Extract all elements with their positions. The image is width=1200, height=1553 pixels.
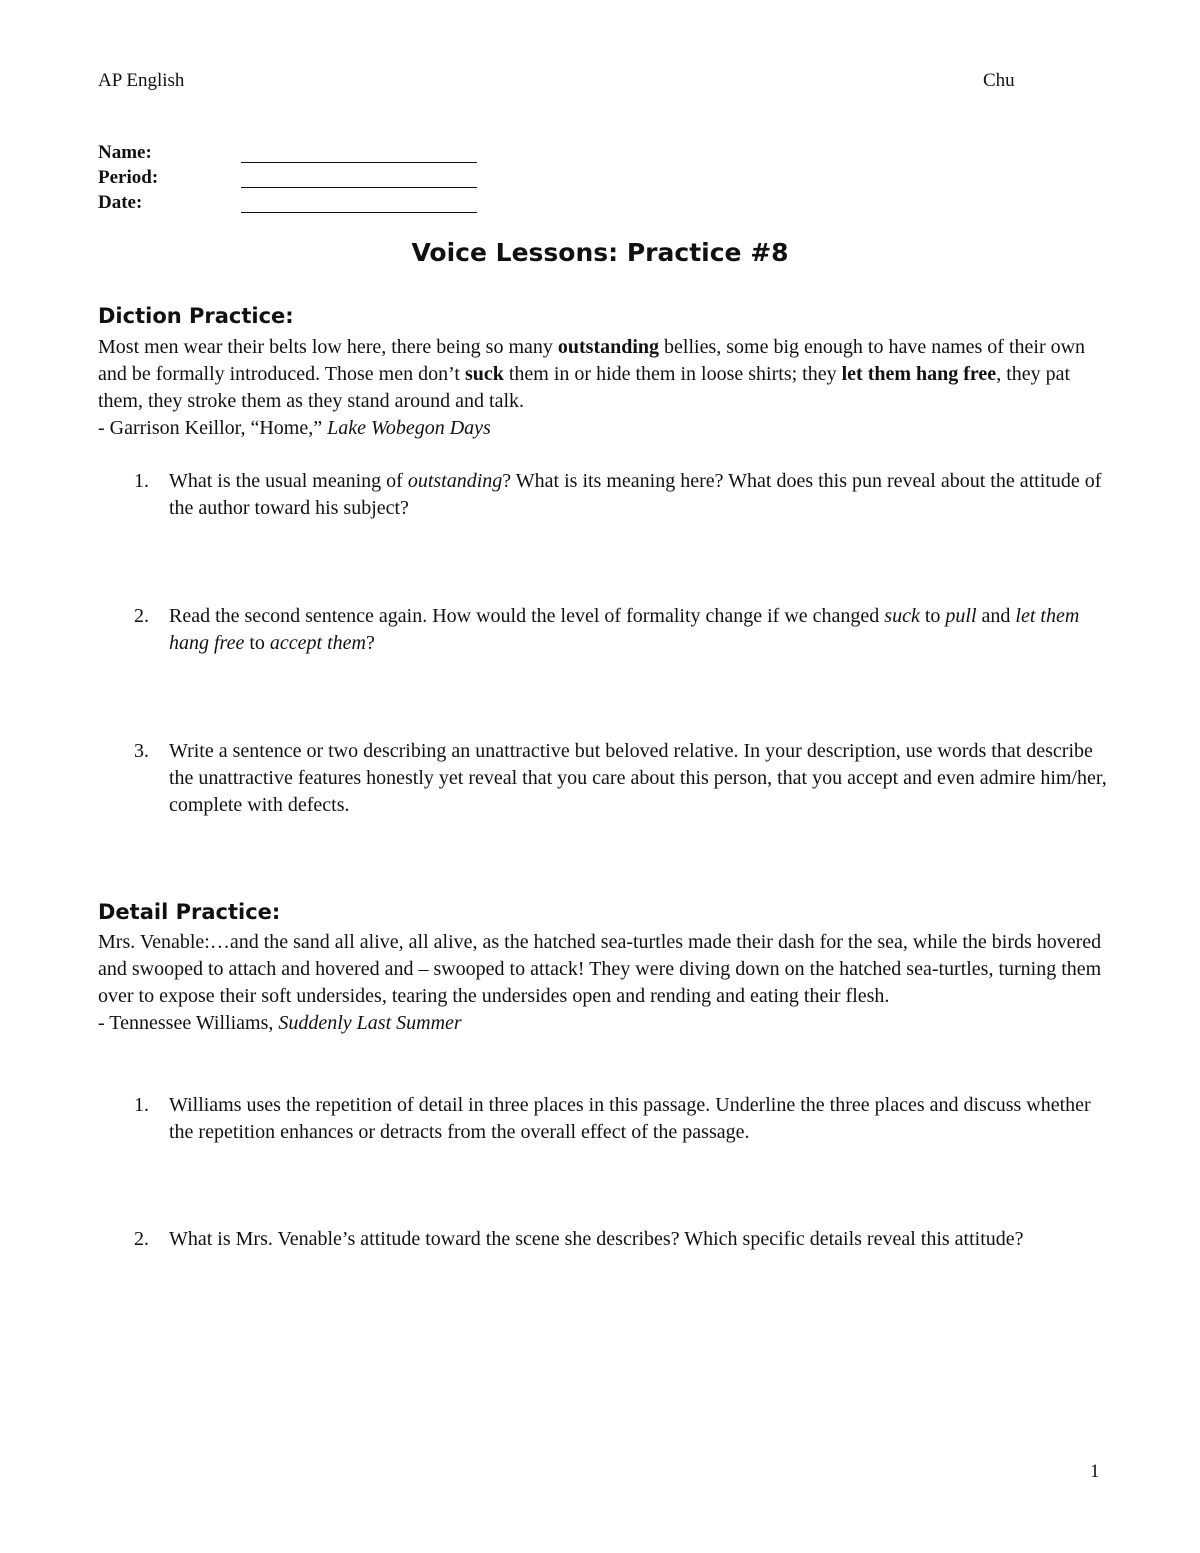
diction-attribution bbox=[98, 415, 1108, 442]
question-text: Williams uses the repetition of detail in three places in this passage. Underline the three places and discuss whether the repetition enhances or detracts from the overall effect of the passage. bbox=[169, 1094, 1091, 1143]
diction-passage bbox=[98, 334, 1108, 442]
question-italic: let them hang free bbox=[169, 605, 1080, 654]
page-title: Voice Lessons: Practice #8 bbox=[411, 238, 789, 267]
question-text: to bbox=[244, 632, 270, 654]
passage-text: Most men wear their belts low here, there being so many bbox=[98, 336, 558, 358]
detail-attribution bbox=[98, 1010, 1108, 1037]
course-header: AP English bbox=[98, 70, 185, 91]
diction-question-2 bbox=[98, 603, 1108, 657]
question-text: and bbox=[976, 605, 1016, 627]
question-number: 2. bbox=[134, 605, 149, 627]
diction-question-3 bbox=[98, 738, 1108, 819]
name-label: Name: bbox=[98, 142, 152, 163]
passage-text: , they pat them, they stroke them as they stand around and talk. bbox=[98, 363, 1071, 412]
question-text: Write a sentence or two describing an unattractive but beloved relative. In your description, use words that describe the unattractive features honestly yet reveal that you care about this person, that you accept and even admire him/her, complete with defects. bbox=[169, 740, 1107, 816]
question-number: 1. bbox=[134, 1094, 149, 1116]
period-blank-line[interactable] bbox=[241, 187, 477, 188]
date-blank-line[interactable] bbox=[241, 212, 477, 213]
attribution-work: Suddenly Last Summer bbox=[278, 1012, 462, 1034]
question-text: to bbox=[919, 605, 946, 627]
detail-question-1 bbox=[98, 1092, 1108, 1146]
date-label: Date: bbox=[98, 192, 143, 213]
detail-passage bbox=[98, 929, 1108, 1037]
question-italic: suck bbox=[884, 605, 920, 627]
passage-text: them in or hide them in loose shirts; they bbox=[503, 363, 842, 385]
question-text: ? bbox=[366, 632, 375, 654]
question-text: ? What is its meaning here? What does this pun reveal about the attitude of the author toward his subject? bbox=[169, 470, 1102, 519]
attribution-author: - Garrison Keillor, “Home,” bbox=[98, 417, 328, 439]
detail-passage-text: Mrs. Venable:…and the sand all alive, all alive, as the hatched sea-turtles made their dash for the sea, while the birds hovered and swooped to attach and hovered and – swooped to attack! They were diving down on the hatched sea-turtles, turning them over to expose their soft undersides, tearing the undersides open and rending and eating their flesh. bbox=[98, 931, 1102, 1007]
attribution-work: Lake Wobegon Days bbox=[327, 417, 491, 439]
teacher-header: Chu bbox=[983, 70, 1015, 91]
passage-bold-word: let them hang free bbox=[841, 363, 997, 385]
attribution-author: - Tennessee Williams, bbox=[98, 1012, 279, 1034]
question-italic: pull bbox=[945, 605, 977, 627]
page-number: 1 bbox=[1090, 1461, 1100, 1482]
diction-question-1 bbox=[98, 468, 1108, 522]
question-number: 1. bbox=[134, 470, 149, 492]
question-italic: outstanding bbox=[407, 470, 503, 492]
passage-text: bellies, some big enough to have names of their own and be formally introduced. Those men don’t bbox=[98, 336, 1086, 385]
question-italic: accept them bbox=[269, 632, 366, 654]
question-number: 3. bbox=[134, 740, 149, 762]
name-blank-line[interactable] bbox=[241, 162, 477, 163]
passage-bold-word: outstanding bbox=[557, 336, 660, 358]
question-number: 2. bbox=[134, 1228, 149, 1250]
diction-heading: Diction Practice: bbox=[98, 304, 294, 328]
passage-bold-word: suck bbox=[464, 363, 504, 385]
period-label: Period: bbox=[98, 167, 159, 188]
question-text: What is the usual meaning of bbox=[169, 470, 408, 492]
question-text: What is Mrs. Venable’s attitude toward the scene she describes? Which specific details reveal this attitude? bbox=[169, 1228, 1024, 1250]
detail-question-2 bbox=[98, 1226, 1108, 1253]
question-text: Read the second sentence again. How would the level of formality change if we changed bbox=[169, 605, 885, 627]
detail-heading: Detail Practice: bbox=[98, 900, 281, 924]
diction-passage-text bbox=[98, 334, 1108, 415]
